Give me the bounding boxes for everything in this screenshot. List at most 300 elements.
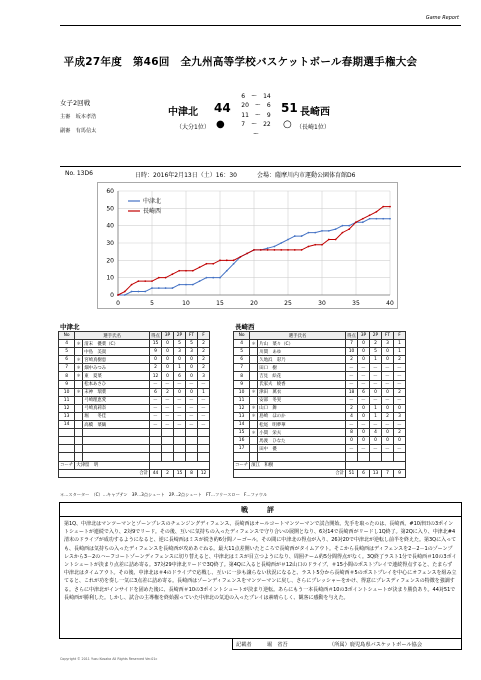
player-name: 堀 冬佳 — [83, 412, 150, 420]
y-tick-label: 40 — [106, 222, 114, 230]
quarter-scores — [231, 92, 281, 139]
col-header: No — [234, 332, 250, 340]
player-ft: ー — [382, 396, 394, 404]
player-number: 6 — [234, 356, 250, 364]
data-point — [301, 249, 303, 251]
data-point — [206, 263, 208, 265]
roster-row — [234, 372, 406, 380]
player-number: 13 — [59, 412, 75, 420]
y-tick-label: 0 — [110, 292, 114, 299]
player-2p: ー — [370, 445, 382, 453]
col-header: 選手氏名 — [75, 332, 150, 340]
home-team-name: 中津北 — [168, 107, 198, 118]
col-header: F — [198, 332, 210, 340]
player-ft: ー — [186, 412, 198, 420]
player-points: 15 — [150, 340, 162, 348]
player-3p: ー — [162, 421, 174, 429]
data-point — [117, 294, 119, 296]
player-number — [59, 429, 75, 437]
data-point — [348, 228, 350, 230]
data-point — [199, 280, 201, 282]
starter-mark — [250, 348, 258, 356]
col-header: 3P — [162, 332, 174, 340]
player-2p: 3 — [174, 348, 186, 356]
data-point — [219, 259, 221, 261]
x-tick-label: 15 — [216, 300, 224, 307]
data-point — [206, 277, 208, 279]
player-2p: 2 — [370, 340, 382, 348]
info-divider — [60, 166, 461, 167]
roster-header-row — [59, 332, 210, 340]
player-2p: ー — [370, 421, 382, 429]
player-2p: ー — [370, 372, 382, 380]
starter-mark — [250, 380, 258, 388]
col-header: 2P — [370, 332, 382, 340]
player-points: 0 — [150, 356, 162, 364]
player-name: 安部 冬実 — [258, 396, 346, 404]
quarter-row: 6 ー 14 — [241, 93, 271, 100]
data-point — [246, 253, 248, 255]
legend-label: 中津北 — [143, 198, 162, 205]
data-point — [233, 259, 235, 261]
data-point — [144, 291, 146, 293]
data-point — [369, 214, 371, 216]
x-tick-label: 10 — [182, 300, 190, 307]
player-2p: ー — [174, 396, 186, 404]
player-3p — [162, 437, 174, 445]
starter-mark: ＊ — [250, 388, 258, 396]
player-ft — [186, 445, 198, 453]
player-name: 山口 舞 — [258, 404, 346, 412]
player-name — [83, 429, 150, 437]
total-fouls: 12 — [198, 469, 210, 477]
player-ft: 0 — [186, 372, 198, 380]
player-name: 畑中みつみ — [83, 364, 150, 372]
player-3p — [162, 429, 174, 437]
player-3p: 2 — [162, 388, 174, 396]
player-number: 17 — [234, 445, 250, 453]
player-fouls: 0 — [394, 404, 406, 412]
player-points: 2 — [346, 356, 358, 364]
away-score: 51 — [281, 101, 298, 115]
y-tick-label: 10 — [106, 274, 114, 282]
roster-row — [59, 453, 210, 461]
player-points — [150, 453, 162, 461]
quarter-row: 7 ー 22 — [241, 121, 271, 129]
starter-mark — [250, 372, 258, 380]
player-3p: 0 — [358, 404, 370, 412]
official-role: 副審 — [60, 128, 71, 134]
player-number: 4 — [59, 340, 75, 348]
roster-row — [234, 437, 406, 445]
player-3p: ー — [358, 380, 370, 388]
legend-label: 長崎西 — [143, 208, 162, 215]
player-points: ー — [150, 404, 162, 412]
player-ft: 0 — [382, 348, 394, 356]
player-name: 小間 栄夫 — [258, 429, 346, 437]
data-point — [144, 280, 146, 282]
signature-label: 記載者 — [236, 642, 252, 648]
signature-row — [232, 639, 462, 650]
coach-name: 大津留 明 — [75, 461, 150, 469]
report-label: Game Report — [425, 15, 459, 21]
player-points: 6 — [150, 388, 162, 396]
player-3p: 0 — [358, 348, 370, 356]
starter-mark: ＊ — [75, 372, 83, 380]
starter-mark — [75, 429, 83, 437]
roster-row — [234, 453, 406, 461]
player-ft: ー — [382, 421, 394, 429]
coach-row — [59, 461, 210, 469]
y-tick-label: 60 — [106, 188, 114, 195]
player-number: 14 — [59, 421, 75, 429]
player-ft: ー — [186, 421, 198, 429]
home-roster-team: 中津北 — [60, 323, 80, 331]
loss-mark-icon: ● — [216, 119, 225, 130]
game-number: No. 13D6 — [65, 170, 93, 177]
data-point — [342, 232, 344, 234]
player-name: 弓崎真莉奈 — [83, 404, 150, 412]
starter-mark — [75, 437, 83, 445]
roster-row — [234, 364, 406, 372]
player-ft: ー — [382, 372, 394, 380]
player-number: 11 — [59, 396, 75, 404]
player-ft: 0 — [382, 437, 394, 445]
player-number: 11 — [234, 396, 250, 404]
player-ft: 2 — [382, 412, 394, 420]
player-number: 8 — [234, 372, 250, 380]
player-fouls: 2 — [198, 356, 210, 364]
player-fouls: ー — [198, 412, 210, 420]
total-label: 合計 — [59, 469, 150, 477]
y-tick-label: 50 — [106, 205, 114, 213]
col-header: 3P — [358, 332, 370, 340]
roster-row — [59, 396, 210, 404]
official-name: 坂本孝浩 — [75, 114, 97, 120]
player-2p — [370, 453, 382, 461]
roster-row — [234, 340, 406, 348]
starter-mark — [250, 445, 258, 453]
player-3p: 0 — [162, 340, 174, 348]
player-number — [59, 445, 75, 453]
roster-legend: ＊…スターター （C）…キャプテン 3P…3点シュート 2P…2点シュート FT…フリースロー F…ファウル — [60, 492, 268, 497]
player-fouls: ー — [394, 445, 406, 453]
starter-mark — [75, 404, 83, 412]
player-2p: ー — [174, 412, 186, 420]
data-point — [308, 232, 310, 234]
data-point — [280, 242, 282, 244]
player-name: 高橋 菜鶴 — [83, 421, 150, 429]
player-fouls — [198, 437, 210, 445]
critique-body: 第1Q、中津北はマンツーマンとゾーンプレスのチェンジングディフェンス、長崎西はオールコートマンツーマンで試合開始。先手を取ったのは、長崎西。#10津田の3ポイントシュートが連続で入り、2対9でリード。その後、互いに気持ちの入ったディフェンスで守り合いの展開となり、6対14で長崎西がリードし1Q終了。第2Qに入り、中津北#4清末のドライブが成功するようになると、逆に長崎西はミスが続き約6分間ノーゴール。その間に中津北の得点が入り、26対20で中津北が逆転し前半を終えた。第3Qに入っても、長崎西は気持ちの入ったディフェンスを長崎西が攻めあぐねる。最大11点差開いたところで長崎西がタイムアウト。そこから長崎西はディフェンスを2－2－1のゾーンプレスから3－2のハーフコートゾーンディフェンスに切り替えると、中津北はミスが目立つようになり、周囲チーム約5分間得点がなく。3Q終了ラスト1分で長崎西＃10の3ポイントシュートが決まり点差に詰め寄る。37対29中津北リードで3Q終了。第4Qに入ると長崎西が＃12山口のドライブ、＃15小間のポストプレイで連続得点すると、たまらず中津北はタイムアウト。その後、中津北は＃4のドライブで応戦し、互いに一歩も譲らない状況になると、ラスト5分から長崎西＃5のポストプレイを中心にオフェンスを組み立てると、これが功を奏し一気に3点差に詰め寄る。長崎西はゾーンディフェンスをマンツーマンに戻し、さらにプレッシャーをかけ、得意にプレスディフェンスの特徴を強調する。さらに中津北がインサイドを固めた後に、長崎西＃10の3ポイントシュートが決まり逆転。あらにもう一本長崎西＃10の3ポイントシュートが決まり勝負あり。44対51で長崎西が勝利した。しかし、試合の主導権を終始握っていた中津北の気迫の入ったプレイは素晴らしく、観客に感動を与えた。 — [64, 521, 457, 601]
data-point — [172, 273, 174, 275]
player-3p: 6 — [358, 388, 370, 396]
roster-row — [59, 445, 210, 453]
critique-box — [59, 502, 462, 639]
data-point — [280, 249, 282, 251]
player-fouls: ー — [394, 396, 406, 404]
player-fouls: 2 — [394, 356, 406, 364]
player-number: 6 — [59, 356, 75, 364]
player-number: 8 — [59, 372, 75, 380]
player-2p: 0 — [174, 356, 186, 364]
player-name: 松本あさひ — [83, 380, 150, 388]
player-ft: ー — [382, 445, 394, 453]
player-fouls: ー — [394, 421, 406, 429]
player-fouls: 2 — [198, 340, 210, 348]
roster-row — [234, 429, 406, 437]
roster-row — [234, 380, 406, 388]
data-point — [240, 256, 242, 258]
player-3p — [162, 445, 174, 453]
data-point — [267, 247, 269, 249]
player-ft: 0 — [186, 364, 198, 372]
player-fouls: ー — [198, 380, 210, 388]
starter-mark: ＊ — [75, 340, 83, 348]
away-team-name: 長崎西 — [300, 107, 330, 118]
player-ft — [186, 437, 198, 445]
player-points: ー — [346, 380, 358, 388]
roster-row — [59, 412, 210, 420]
data-point — [321, 244, 323, 246]
player-points: 7 — [346, 340, 358, 348]
player-number — [59, 453, 75, 461]
player-name — [83, 445, 150, 453]
x-tick-label: 0 — [116, 300, 120, 307]
roster-row — [234, 445, 406, 453]
official-row — [60, 127, 96, 134]
away-rank: （長崎1位） — [296, 124, 330, 131]
data-point — [192, 270, 194, 272]
player-2p — [174, 437, 186, 445]
player-name: 馬渡 ひなた — [258, 437, 346, 445]
away-roster-team: 長崎西 — [235, 323, 255, 331]
player-points — [150, 429, 162, 437]
player-points: 18 — [346, 388, 358, 396]
player-number: 5 — [59, 348, 75, 356]
data-point — [165, 277, 167, 279]
total-row — [59, 469, 210, 477]
player-ft: ー — [382, 364, 394, 372]
player-fouls: 2 — [394, 429, 406, 437]
data-point — [382, 206, 384, 208]
coach-name: 濱江 和樹 — [250, 461, 346, 469]
data-point — [355, 221, 357, 223]
player-name: 島崎 ほのか — [258, 412, 346, 420]
player-fouls: ー — [198, 421, 210, 429]
col-header: F — [394, 332, 406, 340]
data-point — [287, 239, 289, 241]
data-point — [321, 230, 323, 232]
player-ft — [382, 453, 394, 461]
total-ft: 7 — [382, 469, 394, 477]
player-name: 片山 菜々（C） — [258, 340, 346, 348]
player-number — [234, 453, 250, 461]
data-point — [274, 249, 276, 251]
player-3p: 0 — [162, 364, 174, 372]
data-point — [212, 277, 214, 279]
starter-mark: ＊ — [75, 364, 83, 372]
data-point — [335, 239, 337, 241]
starter-mark — [75, 412, 83, 420]
player-points: 2 — [346, 404, 358, 412]
player-number: 12 — [234, 404, 250, 412]
signature-org: （所属）鹿児島県バスケットボール協会 — [329, 642, 423, 648]
data-point — [389, 218, 391, 220]
roster-row — [234, 412, 406, 420]
player-fouls — [198, 429, 210, 437]
player-name: 清末 優菜（C） — [83, 340, 150, 348]
player-3p: ー — [162, 412, 174, 420]
player-points: ー — [150, 412, 162, 420]
official-row — [60, 113, 96, 120]
player-2p: 4 — [370, 429, 382, 437]
player-fouls — [198, 453, 210, 461]
data-point — [267, 249, 269, 251]
player-number: 10 — [59, 388, 75, 396]
player-3p: 0 — [162, 372, 174, 380]
player-3p: ー — [358, 445, 370, 453]
roster-row — [234, 421, 406, 429]
player-2p: 1 — [370, 404, 382, 412]
col-header: FT — [382, 332, 394, 340]
home-score: 44 — [214, 101, 231, 115]
player-fouls: ー — [198, 396, 210, 404]
roster-row — [59, 437, 210, 445]
data-point — [314, 232, 316, 234]
player-number: 15 — [234, 429, 250, 437]
player-3p: ー — [162, 396, 174, 404]
player-ft: ー — [186, 404, 198, 412]
player-points: ー — [346, 396, 358, 404]
x-tick-label: 30 — [318, 300, 326, 307]
y-tick-label: 30 — [106, 240, 114, 247]
player-2p: 6 — [174, 372, 186, 380]
data-point — [185, 270, 187, 272]
data-point — [151, 280, 153, 282]
total-points: 44 — [150, 469, 162, 477]
starter-mark — [250, 437, 258, 445]
player-3p: 0 — [358, 412, 370, 420]
player-ft — [186, 453, 198, 461]
game-venue: 会場：薩摩川内市運動公園体育館D6 — [257, 172, 356, 179]
player-points: ー — [150, 380, 162, 388]
score-chart — [97, 182, 398, 309]
data-point — [294, 249, 296, 251]
player-name: 久地浜 彩乃 — [258, 356, 346, 364]
data-point — [131, 291, 133, 293]
quarter-row: 20 ー 6 — [241, 102, 271, 110]
data-point — [138, 291, 140, 293]
player-name — [258, 453, 346, 461]
signature-writer: 堀 省吾 — [267, 642, 288, 648]
data-point — [226, 259, 228, 261]
player-name: 宮崎真樹恵 — [83, 356, 150, 364]
player-fouls: ー — [394, 380, 406, 388]
roster-row — [59, 364, 210, 372]
player-2p: 0 — [370, 388, 382, 396]
player-ft: ー — [186, 396, 198, 404]
player-points — [346, 453, 358, 461]
player-fouls: 2 — [198, 348, 210, 356]
player-3p: ー — [358, 396, 370, 404]
data-point — [199, 266, 201, 268]
player-3p: 0 — [358, 340, 370, 348]
data-point — [308, 246, 310, 248]
player-ft: ー — [382, 380, 394, 388]
player-number: 10 — [234, 388, 250, 396]
data-point — [382, 218, 384, 220]
away-roster-table — [233, 331, 406, 478]
player-points: ー — [150, 421, 162, 429]
starter-mark — [250, 356, 258, 364]
player-2p: 5 — [174, 340, 186, 348]
player-name: 末神 瑞菜 — [83, 388, 150, 396]
roster-row — [59, 380, 210, 388]
total-label: 合計 — [234, 469, 346, 477]
data-point — [172, 287, 174, 289]
player-number: 9 — [234, 380, 250, 388]
player-ft: 0 — [382, 404, 394, 412]
data-point — [389, 206, 391, 208]
starter-mark: ＊ — [75, 356, 83, 364]
data-point — [158, 277, 160, 279]
data-point — [328, 239, 330, 241]
player-3p: ー — [358, 421, 370, 429]
player-name: 川間 あゆ — [258, 348, 346, 356]
player-points: ー — [150, 396, 162, 404]
player-ft: 3 — [382, 340, 394, 348]
x-tick-label: 20 — [250, 300, 258, 307]
player-ft: 0 — [186, 356, 198, 364]
player-fouls: 1 — [394, 348, 406, 356]
starter-mark — [250, 453, 258, 461]
player-points: 8 — [346, 429, 358, 437]
player-2p — [174, 445, 186, 453]
round-label: 女子2回戦 — [60, 99, 91, 107]
player-fouls: 3 — [198, 372, 210, 380]
player-number — [59, 437, 75, 445]
starter-mark — [250, 364, 258, 372]
official-role: 主審 — [60, 114, 71, 120]
data-point — [226, 270, 228, 272]
player-number: 7 — [234, 364, 250, 372]
coach-label: コーチ — [59, 461, 75, 469]
total-fouls: 9 — [394, 469, 406, 477]
quarter-row: 11 ー 9 — [241, 111, 271, 119]
data-point — [376, 211, 378, 213]
header-divider — [60, 25, 461, 26]
overtime-row: ー — [252, 130, 259, 138]
player-points — [150, 445, 162, 453]
roster-row — [59, 372, 210, 380]
starter-mark: ＊ — [250, 404, 258, 412]
starter-mark — [250, 421, 258, 429]
player-fouls — [198, 445, 210, 453]
player-ft: 5 — [186, 340, 198, 348]
data-point — [369, 218, 371, 220]
roster-header-row — [234, 332, 406, 340]
data-point — [335, 228, 337, 230]
player-number: 4 — [234, 340, 250, 348]
data-point — [124, 291, 126, 293]
player-name: 東 夏菜 — [83, 372, 150, 380]
total-2p: 13 — [370, 469, 382, 477]
total-row — [234, 469, 406, 477]
data-point — [178, 284, 180, 286]
player-2p — [174, 453, 186, 461]
player-3p: 0 — [358, 356, 370, 364]
